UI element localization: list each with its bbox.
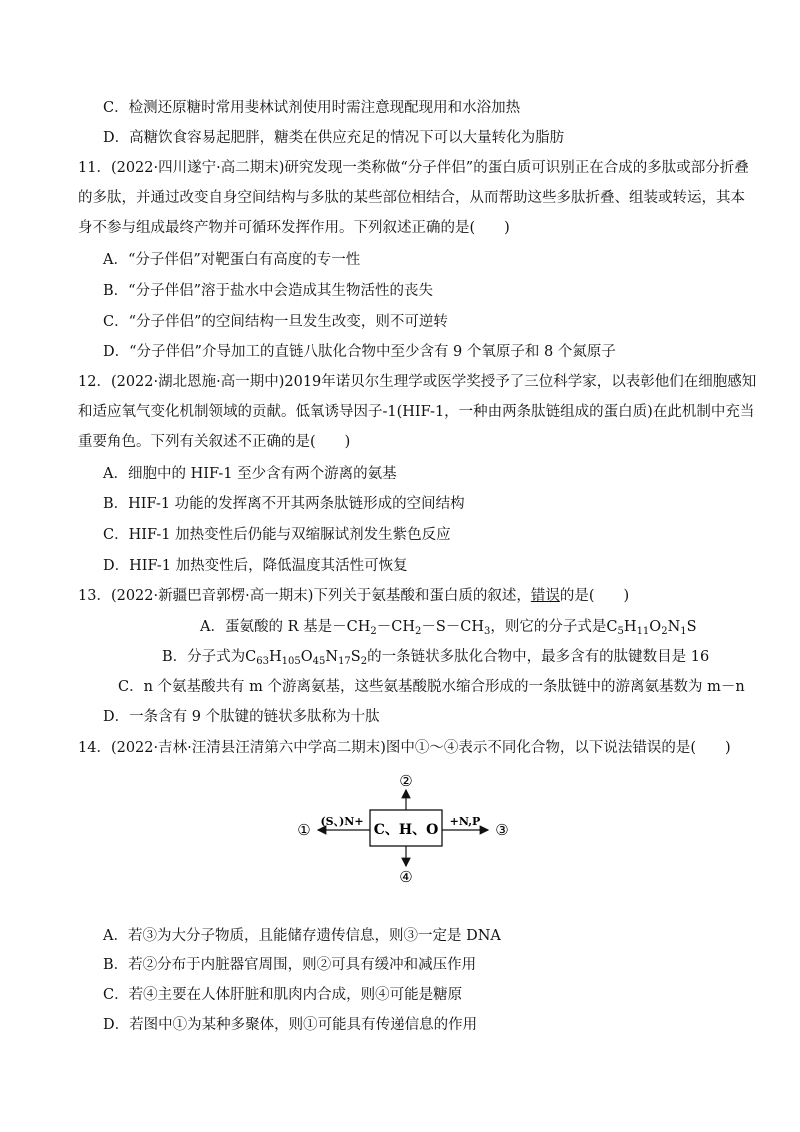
center-elements-label: C、H、O bbox=[373, 822, 439, 838]
q11-option-b: B．“分子伴侣”溶于盐水中会造成其生物活性的丧失 bbox=[103, 283, 433, 299]
q14-stem: 14．(2022·吉林·汪清县汪清第六中学高二期末)图中①～④表示不同化合物，以下说法错误的是( ) bbox=[78, 740, 731, 756]
left-arrow-label: (S、)N+ bbox=[320, 815, 364, 828]
right-arrow-label: +N,P bbox=[449, 815, 481, 828]
q11-option-c: C．“分子伴侣”的空间结构一旦发生改变，则不可逆转 bbox=[103, 314, 448, 330]
compound-4-label: ④ bbox=[399, 868, 413, 886]
q13-option-d: D．一条含有 9 个肽键的链状多肽称为十肽 bbox=[103, 709, 380, 725]
q12-stem-line-2: 和适应氧气变化机制领域的贡献。低氧诱导因子-1(HIF-1，一种由两条肽链组成的蛋白质)在此机制中充当 bbox=[78, 404, 755, 420]
q13-option-b-text-2: 的一条链状多肽化合物中，最多含有的肽键数目是 16 bbox=[367, 649, 710, 665]
q12-option-d: D．HIF-1 加热变性后，降低温度其活性可恢复 bbox=[103, 558, 408, 574]
q13-stem-text: 13．(2022·新疆巴音郭楞·高一期末)下列关于氨基酸和蛋白质的叙述， bbox=[78, 588, 531, 604]
q11-stem-line-1: 11．(2022·四川遂宁·高二期末)研究发现一类称做“分子伴侣”的蛋白质可识别正在合成的多肽或部分折叠 bbox=[78, 160, 749, 176]
q13-molecular-formula: $C_5H_{11}O_2N_1S$ bbox=[606, 619, 697, 637]
q10-option-d: D．高糖饮食容易起肥胖，糖类在供应充足的情况下可以大量转化为脂肪 bbox=[103, 130, 565, 146]
q12-stem-line-3: 重要角色。下列有关叙述不正确的是( ) bbox=[78, 434, 351, 450]
q13-stem-underlined: 错误 bbox=[530, 588, 560, 604]
q12-stem-line-1: 12．(2022·湖北恩施·高一期中)2019年诺贝尔生理学或医学奖授予了三位科学家，以表彰他们在细胞感知 bbox=[78, 374, 757, 390]
q12-option-b: B．HIF-1 功能的发挥离不开其两条肽链形成的空间结构 bbox=[103, 496, 465, 512]
compound-3-label: ③ bbox=[495, 821, 509, 839]
q13-option-c: C．n 个氨基酸共有 m 个游离氨基，这些氨基酸脱水缩合形成的一条肽链中的游离氨基数为 m－n bbox=[118, 679, 745, 695]
q13-stem-tail: 的是( ) bbox=[559, 588, 630, 604]
q14-option-c: C．若④主要在人体肝脏和肌肉内合成，则④可能是糖原 bbox=[103, 987, 463, 1003]
q13-r-group-formula: $-CH_2-CH_2-S-CH_3$ bbox=[332, 619, 491, 637]
q14-option-a: A．若③为大分子物质，且能储存遗传信息，则③一定是 DNA bbox=[103, 928, 501, 944]
q11-stem-line-2: 的多肽，并通过改变自身空间结构与多肽的某些部位相结合，从而帮助这些多肽折叠、组装或转运，其本 bbox=[78, 190, 745, 206]
q14-option-b: B．若②分布于内脏器官周围，则②可具有缓冲和减压作用 bbox=[103, 957, 477, 973]
q13-option-a-text-2: ，则它的分子式是 bbox=[490, 619, 607, 635]
q13-option-b bbox=[162, 647, 709, 667]
q11-option-d: D．“分子伴侣”介导加工的直链八肽化合物中至少含有 9 个氧原子和 8 个氮原子 bbox=[103, 344, 616, 360]
q12-option-a: A．细胞中的 HIF-1 至少含有两个游离的氨基 bbox=[103, 466, 397, 482]
q13-option-b-text: B．分子式为 bbox=[162, 649, 246, 665]
q14-option-d: D．若图中①为某种多聚体，则①可能具有传递信息的作用 bbox=[103, 1017, 478, 1033]
compound-1-label: ① bbox=[297, 821, 311, 839]
q13-option-a-text: A．蛋氨酸的 R 基是 bbox=[200, 619, 333, 635]
q10-option-c: C．检测还原糖时常用斐林试剂使用时需注意现配现用和水浴加热 bbox=[103, 100, 521, 116]
q12-option-c: C．HIF-1 加热变性后仍能与双缩脲试剂发生紫色反应 bbox=[103, 527, 451, 543]
q13-peptide-formula: $C_{63}H_{105}O_{45}N_{17}S_2$ bbox=[245, 649, 368, 667]
q11-option-a: A．“分子伴侣”对靶蛋白有高度的专一性 bbox=[103, 252, 361, 268]
compound-diagram bbox=[290, 772, 520, 892]
q13-option-a bbox=[200, 617, 697, 637]
compound-2-label: ② bbox=[399, 772, 413, 790]
q13-stem bbox=[78, 586, 629, 606]
q11-stem-line-3: 身不参与组成最终产物并可循环发挥作用。下列叙述正确的是( ) bbox=[78, 220, 510, 236]
